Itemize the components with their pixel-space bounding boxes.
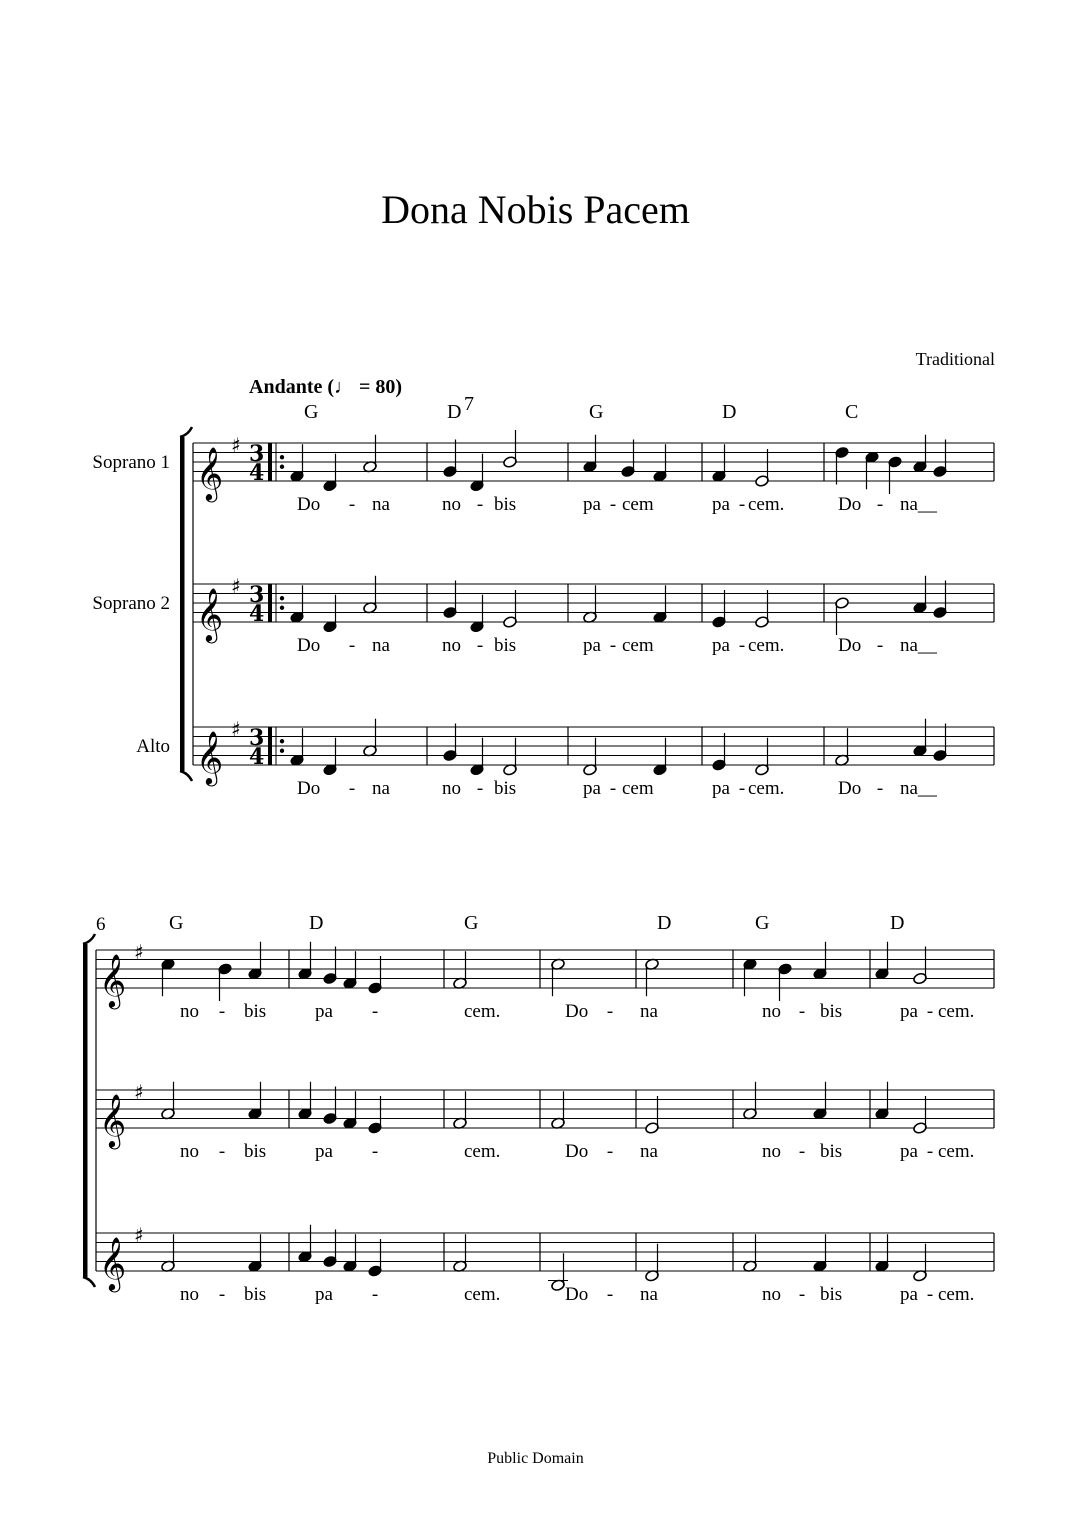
time-sig-denominator: 4 [249, 601, 265, 627]
chord-symbol: D [447, 401, 462, 423]
lyric-hyphen: - [798, 1284, 806, 1305]
lyric-syllable: pa [583, 494, 601, 515]
lyric-hyphen: - [218, 1001, 226, 1022]
lyric-syllable: na [372, 778, 390, 799]
repeat-dot [280, 455, 284, 459]
sharp-icon: ♯ [134, 1223, 144, 1247]
bracket-hook [83, 934, 95, 944]
lyric-hyphen: - [876, 778, 884, 799]
lyric-hyphen: - [476, 778, 484, 799]
treble-clef-icon: 𝄞 [196, 587, 224, 641]
time-sig-numerator: 3 [249, 725, 265, 751]
lyric-syllable: cem [622, 494, 654, 515]
lyric-syllable: pa [315, 1001, 333, 1022]
lyric-syllable: pa [900, 1141, 918, 1162]
lyric-syllable: cem. [938, 1141, 975, 1162]
lyric-syllable: pa [900, 1284, 918, 1305]
lyric-syllable: cem. [938, 1001, 975, 1022]
chord-symbol: G [169, 912, 184, 934]
lyric-syllable: cem. [464, 1141, 501, 1162]
sharp-icon: ♯ [134, 940, 144, 964]
lyric-syllable: bis [820, 1141, 843, 1162]
lyric-syllable: cem [622, 778, 654, 799]
lyric-syllable: bis [494, 494, 517, 515]
lyric-syllable: Do [297, 778, 321, 799]
lyric-hyphen: - [606, 1001, 614, 1022]
lyric-hyphen: - [738, 778, 746, 799]
bracket-hook [180, 771, 192, 781]
lyric-syllable: Do [838, 635, 862, 656]
lyric-hyphen: - [371, 1284, 379, 1305]
lyric-hyphen: - [738, 494, 746, 515]
lyric-syllable: cem. [748, 635, 785, 656]
lyric-hyphen: - [606, 1141, 614, 1162]
lyric-syllable: cem. [748, 778, 785, 799]
repeat-bar-thick [268, 727, 272, 765]
lyric-syllable: bis [820, 1284, 843, 1305]
lyric-hyphen: - [609, 778, 617, 799]
lyric-syllable: cem. [464, 1001, 501, 1022]
lyric-hyphen: - [348, 778, 356, 799]
lyric-hyphen: - [348, 494, 356, 515]
treble-clef-icon: 𝄞 [99, 953, 127, 1007]
voice-label-soprano1: Soprano 1 [92, 452, 170, 473]
lyric-syllable: Do [297, 635, 321, 656]
bracket-hook [83, 1277, 95, 1287]
lyric-syllable: cem. [938, 1284, 975, 1305]
lyric-hyphen: - [926, 1284, 934, 1305]
time-sig-numerator: 3 [249, 582, 265, 608]
lyric-syllable: na [372, 635, 390, 656]
lyric-syllable: pa [712, 494, 730, 515]
lyric-syllable: no [180, 1001, 199, 1022]
repeat-dot [280, 596, 284, 600]
lyric-syllable: pa [712, 635, 730, 656]
lyric-hyphen: - [926, 1001, 934, 1022]
voice-label-alto: Alto [136, 736, 170, 757]
repeat-dot [280, 749, 284, 753]
chord-symbol: G [464, 912, 479, 934]
system-bracket [180, 437, 185, 771]
chord-symbol: G [589, 401, 604, 423]
lyric-hyphen: - [371, 1141, 379, 1162]
lyric-hyphen: - [348, 635, 356, 656]
lyric-syllable: na [372, 494, 390, 515]
lyric-syllable: Do [565, 1001, 589, 1022]
lyric-syllable: cem [622, 635, 654, 656]
repeat-dot [280, 606, 284, 610]
lyric-syllable: na__ [900, 778, 937, 799]
lyric-syllable: bis [494, 778, 517, 799]
lyric-syllable: Do [565, 1284, 589, 1305]
lyric-syllable: cem. [748, 494, 785, 515]
voice-label-soprano2: Soprano 2 [92, 593, 170, 614]
chord-extension: 7 [464, 393, 474, 415]
tempo-marking: Andante (♩ = 80) [249, 376, 403, 398]
lyric-syllable: pa [712, 778, 730, 799]
lyric-syllable: no [762, 1141, 781, 1162]
sharp-icon: ♯ [134, 1080, 144, 1104]
bracket-hook [180, 427, 192, 437]
lyric-syllable: na [640, 1141, 658, 1162]
lyric-hyphen: - [609, 494, 617, 515]
chord-symbol: D [890, 912, 905, 934]
system-bracket [83, 944, 88, 1277]
lyric-syllable: no [180, 1284, 199, 1305]
repeat-dot [280, 465, 284, 469]
composer: Traditional [915, 349, 995, 369]
lyric-syllable: no [442, 778, 461, 799]
lyric-syllable: Do [297, 494, 321, 515]
lyric-syllable: na [640, 1001, 658, 1022]
lyric-syllable: bis [244, 1001, 267, 1022]
lyric-syllable: cem. [464, 1284, 501, 1305]
repeat-dot [280, 739, 284, 743]
chord-symbol: D [309, 912, 324, 934]
treble-clef-icon: 𝄞 [99, 1236, 127, 1290]
lyric-syllable: no [180, 1141, 199, 1162]
lyric-hyphen: - [738, 635, 746, 656]
repeat-bar-thick [268, 584, 272, 622]
lyric-hyphen: - [876, 635, 884, 656]
lyric-syllable: bis [244, 1284, 267, 1305]
sharp-icon: ♯ [231, 717, 241, 741]
lyric-syllable: pa [315, 1141, 333, 1162]
lyric-hyphen: - [606, 1284, 614, 1305]
lyric-hyphen: - [218, 1141, 226, 1162]
lyric-hyphen: - [926, 1141, 934, 1162]
measure-number: 6 [96, 914, 106, 935]
lyric-hyphen: - [218, 1284, 226, 1305]
chord-symbol: D [657, 912, 672, 934]
chord-symbol: G [755, 912, 770, 934]
lyric-syllable: no [442, 494, 461, 515]
sharp-icon: ♯ [231, 433, 241, 457]
lyric-syllable: pa [900, 1001, 918, 1022]
lyric-syllable: pa [315, 1284, 333, 1305]
lyric-syllable: bis [820, 1001, 843, 1022]
lyric-syllable: pa [583, 635, 601, 656]
time-sig-numerator: 3 [249, 441, 265, 467]
lyric-syllable: Do [838, 778, 862, 799]
sharp-icon: ♯ [231, 574, 241, 598]
lyric-hyphen: - [609, 635, 617, 656]
lyric-syllable: bis [494, 635, 517, 656]
chord-symbol: C [845, 401, 859, 423]
lyric-hyphen: - [476, 635, 484, 656]
lyric-syllable: Do [838, 494, 862, 515]
lyric-hyphen: - [476, 494, 484, 515]
treble-clef-icon: 𝄞 [196, 730, 224, 784]
treble-clef-icon: 𝄞 [99, 1093, 127, 1147]
time-sig-denominator: 4 [249, 744, 265, 770]
lyric-hyphen: - [371, 1001, 379, 1022]
page-title: Dona Nobis Pacem [381, 187, 690, 232]
lyric-syllable: na [640, 1284, 658, 1305]
lyric-syllable: pa [583, 778, 601, 799]
lyric-syllable: na__ [900, 494, 937, 515]
lyric-syllable: Do [565, 1141, 589, 1162]
footer-license: Public Domain [487, 1450, 584, 1467]
time-sig-denominator: 4 [249, 460, 265, 486]
lyric-syllable: no [762, 1284, 781, 1305]
lyric-hyphen: - [876, 494, 884, 515]
repeat-bar-thick [268, 443, 272, 481]
treble-clef-icon: 𝄞 [196, 446, 224, 500]
lyric-syllable: no [442, 635, 461, 656]
lyric-syllable: bis [244, 1141, 267, 1162]
lyric-syllable: na__ [900, 635, 937, 656]
lyric-syllable: no [762, 1001, 781, 1022]
chord-symbol: D [722, 401, 737, 423]
lyric-hyphen: - [798, 1001, 806, 1022]
lyric-hyphen: - [798, 1141, 806, 1162]
chord-symbol: G [304, 401, 319, 423]
